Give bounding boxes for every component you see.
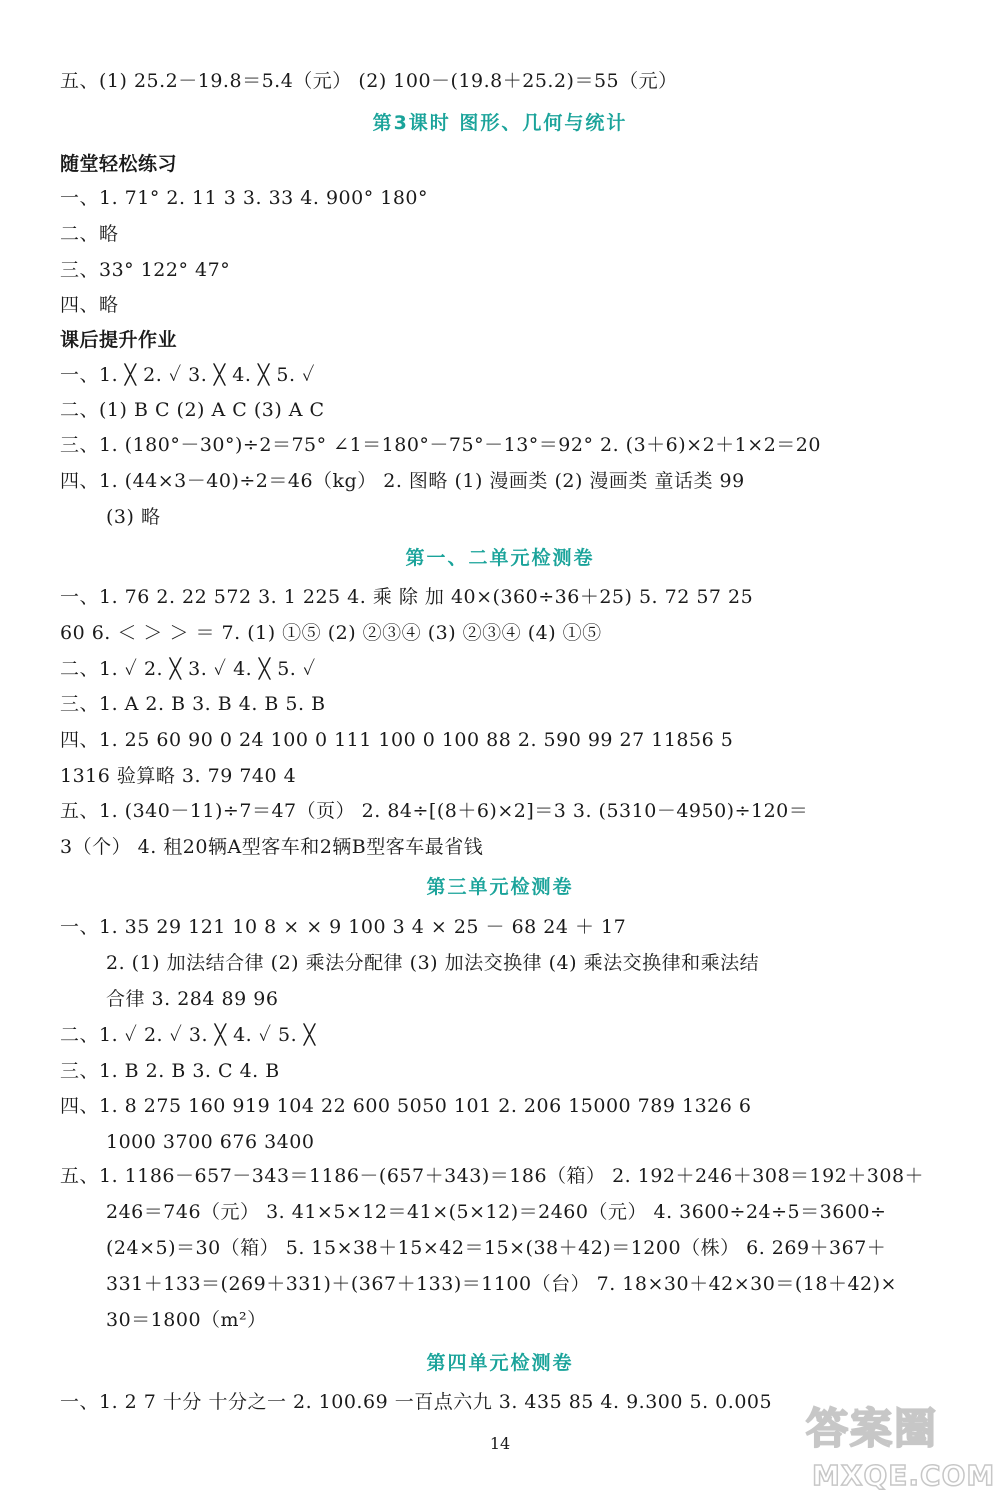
answer-line: 三、33° 122° 47° bbox=[60, 259, 231, 281]
answer-line: 五、1. 1186－657－343＝1186－(657＋343)＝186（箱） 2. 192＋246＋308＝192＋308＋ bbox=[60, 1165, 925, 1187]
answer-line: 一、1. 71° 2. 11 3 3. 33 4. 900° 180° bbox=[60, 187, 429, 209]
answer-line: 二、略 bbox=[60, 223, 119, 245]
answer-line: 四、1. 8 275 160 919 104 22 600 5050 101 2. 206 15000 789 1326 6 bbox=[60, 1095, 752, 1117]
answer-line: (3) 略 bbox=[106, 506, 161, 528]
section-title-unit3: 第三单元检测卷 bbox=[426, 876, 574, 898]
answer-line: 30＝1800（m²） bbox=[106, 1309, 267, 1331]
answer-line: 三、1. B 2. B 3. C 4. B bbox=[60, 1060, 280, 1082]
page-number: 14 bbox=[489, 1434, 511, 1453]
answer-line: 二、1. ✓ 2. ╳ 3. ✓ 4. ╳ 5. ✓ bbox=[60, 658, 316, 680]
subheading-kehou: 课后提升作业 bbox=[60, 329, 178, 351]
answer-line: 四、略 bbox=[60, 294, 119, 316]
answer-line: 246＝746（元） 3. 41×5×12＝41×(5×12)＝2460（元） 4. 3600÷24÷5＝3600÷ bbox=[106, 1201, 887, 1223]
answer-line: 1316 验算略 3. 79 740 4 bbox=[60, 765, 297, 787]
section-title-unit4: 第四单元检测卷 bbox=[426, 1352, 574, 1374]
answer-line: 一、1. 2 7 十分 十分之一 2. 100.69 一百点六九 3. 435 85 4. 9.300 5. 0.005 bbox=[60, 1391, 773, 1413]
answer-line: 四、1. (44×3－40)÷2＝46（kg） 2. 图略 (1) 漫画类 (2) 漫画类 童话类 99 bbox=[60, 470, 745, 492]
answer-line: 三、1. A 2. B 3. B 4. B 5. B bbox=[60, 693, 326, 715]
answer-line: 四、1. 25 60 90 0 24 100 0 111 100 0 100 88 2. 590 99 27 11856 5 bbox=[60, 729, 734, 751]
answer-line: 1000 3700 676 3400 bbox=[106, 1131, 315, 1153]
answer-line: (24×5)＝30（箱） 5. 15×38＋15×42＝15×(38＋42)＝1200（株） 6. 269＋367＋ bbox=[106, 1237, 887, 1259]
answer-line: 3（个） 4. 租20辆A型客车和2辆B型客车最省钱 bbox=[60, 836, 484, 858]
answer-line: 一、1. 35 29 121 10 8 × × 9 100 3 4 × 25 － 68 24 ＋ 17 bbox=[60, 916, 627, 938]
answer-line: 一、1. ╳ 2. ✓ 3. ╳ 4. ╳ 5. ✓ bbox=[60, 364, 315, 386]
section-title-lesson3: 第3课时 图形、几何与统计 bbox=[372, 112, 628, 134]
watermark-text-top: 答案圈 bbox=[806, 1404, 939, 1453]
answer-line: 一、1. 76 2. 22 572 3. 1 225 4. 乘 除 加 40×(360÷36＋25) 5. 72 57 25 bbox=[60, 586, 754, 608]
answer-line: 五、(1) 25.2－19.8＝5.4（元） (2) 100－(19.8＋25.2)＝55（元） bbox=[60, 70, 678, 92]
watermark-text-bottom: MXQE.COM bbox=[812, 1459, 996, 1492]
watermark-logo bbox=[806, 1404, 996, 1496]
answer-line: 331＋133＝(269＋331)＋(367＋133)＝1100（台） 7. 18×30＋42×30＝(18＋42)× bbox=[106, 1273, 897, 1295]
answer-line: 2. (1) 加法结合律 (2) 乘法分配律 (3) 加法交换律 (4) 乘法交换律和乘法结 bbox=[106, 952, 760, 974]
answer-line: 三、1. (180°－30°)÷2＝75° ∠1＝180°－75°－13°＝92° 2. (3＋6)×2＋1×2＝20 bbox=[60, 434, 821, 456]
answer-line: 二、(1) B C (2) A C (3) A C bbox=[60, 399, 325, 421]
answer-line: 合律 3. 284 89 96 bbox=[106, 988, 279, 1010]
answer-line: 60 6. ＜ ＞ ＞ ＝ 7. (1) ①⑤ (2) ②③④ (3) ②③④ (4) ①⑤ bbox=[60, 622, 602, 644]
subheading-suitang: 随堂轻松练习 bbox=[60, 153, 178, 175]
answer-line: 五、1. (340－11)÷7＝47（页） 2. 84÷[(8＋6)×2]＝3 3. (5310－4950)÷120＝ bbox=[60, 800, 809, 822]
section-title-unit12: 第一、二单元检测卷 bbox=[405, 547, 595, 569]
answer-line: 二、1. ✓ 2. ✓ 3. ╳ 4. ✓ 5. ╳ bbox=[60, 1024, 316, 1046]
